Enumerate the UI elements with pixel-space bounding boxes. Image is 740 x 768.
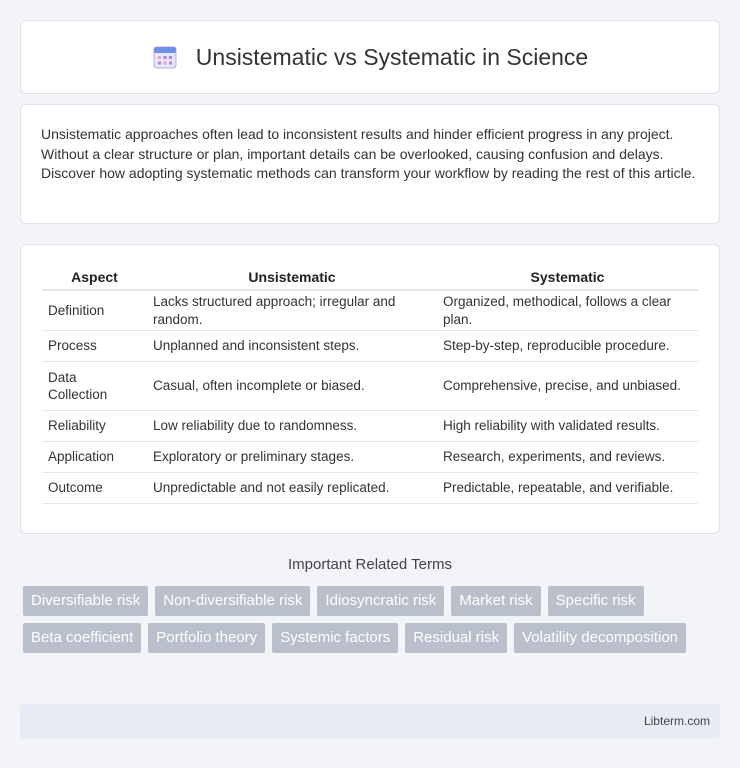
cell-aspect: Application: [42, 442, 147, 473]
cell-systematic: High reliability with validated results.: [437, 411, 698, 442]
intro-text: Unsistematic approaches often lead to inconsistent results and hinder efficient progress in any project. Without a clear structure or plan, important details can be overlooked, causing confusion and delays. Discover how adopting systematic methods can transform your workflow by reading the rest of this article.: [41, 126, 696, 181]
intro-card: [20, 104, 720, 224]
related-terms-heading: Important Related Terms: [288, 556, 452, 573]
cell-unsistematic: Casual, often incomplete or biased.: [147, 362, 437, 411]
header-unsistematic: Unsistematic: [147, 265, 437, 291]
cell-systematic: Step-by-step, reproducible procedure.: [437, 331, 698, 362]
cell-aspect: Process: [42, 331, 147, 362]
tag-specific-risk[interactable]: Specific risk: [548, 586, 644, 616]
cell-systematic: Research, experiments, and reviews.: [437, 442, 698, 473]
tag-portfolio-theory[interactable]: Portfolio theory: [148, 623, 265, 653]
tag-systemic-factors[interactable]: Systemic factors: [272, 623, 398, 653]
cell-unsistematic: Unpredictable and not easily replicated.: [147, 473, 437, 504]
cell-unsistematic: Exploratory or preliminary stages.: [147, 442, 437, 473]
cell-systematic: Organized, methodical, follows a clear plan.: [437, 291, 698, 331]
calendar-grid-icon: [152, 44, 178, 70]
header-systematic: Systematic: [437, 265, 698, 291]
table-row: [42, 291, 698, 331]
table-row: [42, 442, 698, 473]
tag-non-diversifiable-risk[interactable]: Non-diversifiable risk: [155, 586, 310, 616]
header-card: [20, 20, 720, 94]
cell-unsistematic: Lacks structured approach; irregular and random.: [147, 291, 437, 331]
footer: [20, 704, 720, 738]
table-row: [42, 362, 698, 411]
tag-residual-risk[interactable]: Residual risk: [405, 623, 507, 653]
cell-unsistematic: Unplanned and inconsistent steps.: [147, 331, 437, 362]
table-row: [42, 473, 698, 504]
header-aspect: Aspect: [42, 265, 147, 291]
tag-market-risk[interactable]: Market risk: [451, 586, 540, 616]
cell-aspect: Definition: [42, 291, 147, 331]
cell-unsistematic: Low reliability due to randomness.: [147, 411, 437, 442]
tag-volatility-decomposition[interactable]: Volatility decomposition: [514, 623, 686, 653]
cell-systematic: Comprehensive, precise, and unbiased.: [437, 362, 698, 411]
comparison-table: [42, 265, 698, 504]
tag-beta-coefficient[interactable]: Beta coefficient: [23, 623, 141, 653]
table-row: [42, 331, 698, 362]
cell-aspect: Data Collection: [42, 362, 147, 411]
comparison-card: [20, 244, 720, 534]
cell-aspect: Outcome: [42, 473, 147, 504]
page-title: Unsistematic vs Systematic in Science: [195, 43, 589, 70]
footer-brand-link[interactable]: Libterm.com: [643, 714, 710, 728]
tag-idiosyncratic-risk[interactable]: Idiosyncratic risk: [317, 586, 444, 616]
cell-aspect: Reliability: [42, 411, 147, 442]
tag-diversifiable-risk[interactable]: Diversifiable risk: [23, 586, 148, 616]
table-row: [42, 411, 698, 442]
related-terms-list: [23, 586, 723, 653]
cell-systematic: Predictable, repeatable, and verifiable.: [437, 473, 698, 504]
table-header-row: [42, 265, 698, 291]
